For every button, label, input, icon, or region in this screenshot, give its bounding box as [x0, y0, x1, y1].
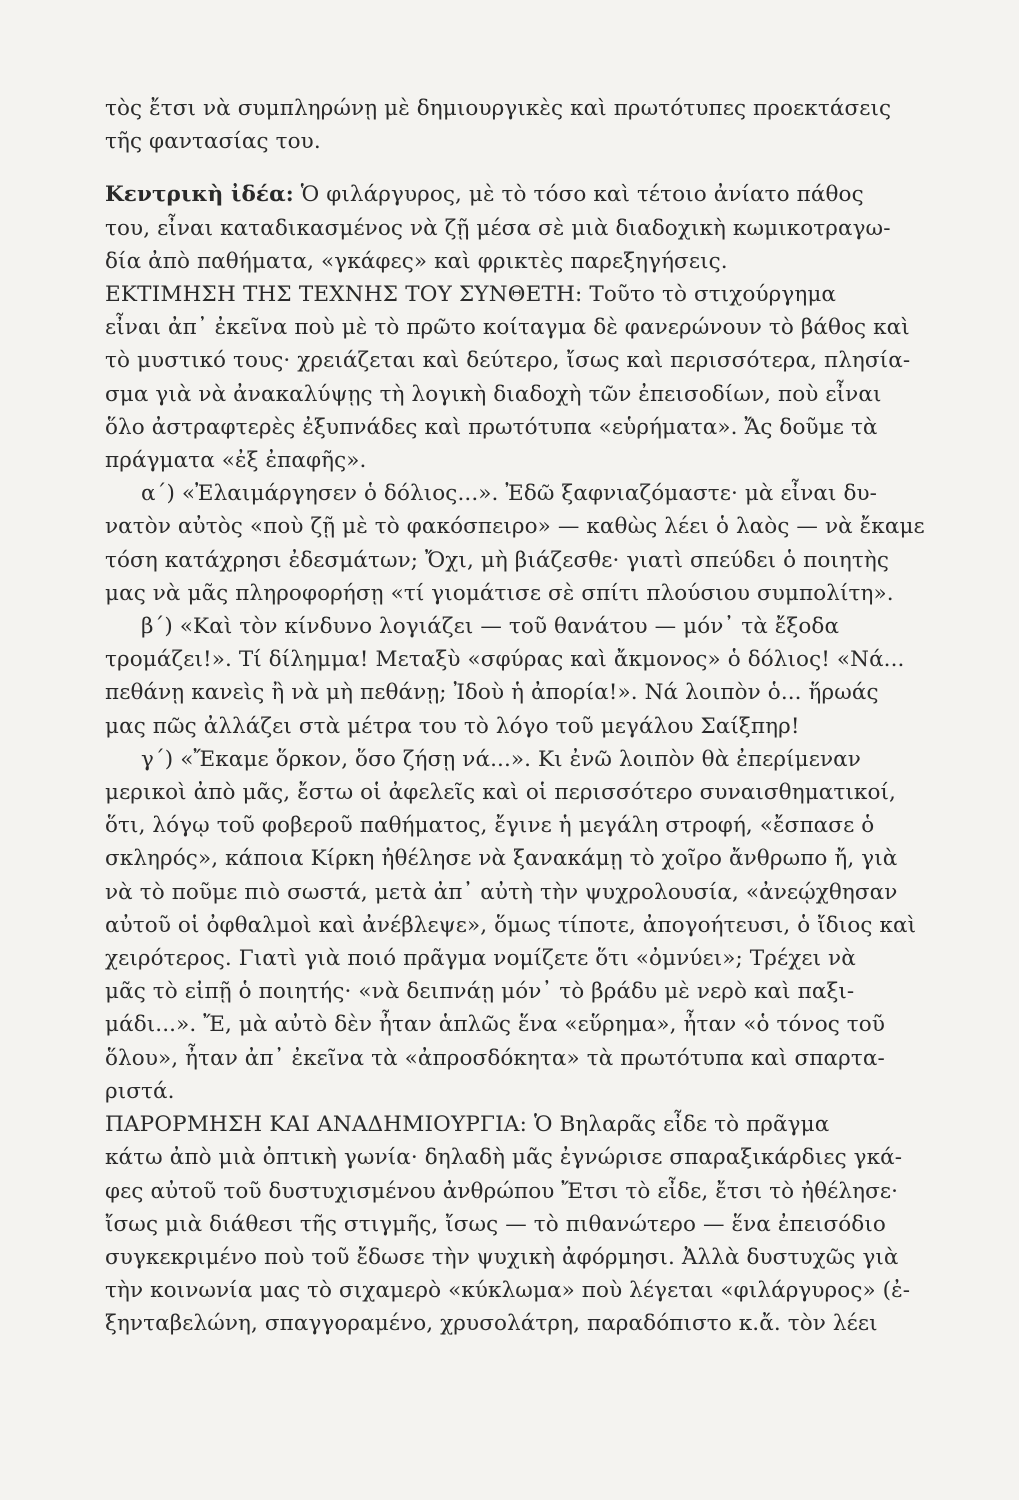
text-line: χειρότερος. Γιατὶ γιὰ ποιό πρᾶγμα νομίζετε ὅτι «ὀμνύει»; Τρέχει νὰ: [105, 946, 856, 972]
text-line: τὸ μυστικό τους· χρειάζεται καὶ δεύτερο, ἴσως καὶ περισσότερα, πλησία-: [105, 348, 911, 374]
text-line: εἶναι ἀπ᾽ ἐκεῖνα ποὺ μὲ τὸ πρῶτο κοίταγμα δὲ φανερώνουν τὸ βάθος καὶ: [105, 315, 910, 341]
text-line: β΄) «Καὶ τὸν κίνδυνο λογιάζει — τοῦ θανάτου — μόν᾽ τὰ ἔξοδα: [141, 614, 840, 640]
text-line: μερικοὶ ἀπὸ μᾶς, ἔστω οἱ ἀφελεῖς καὶ οἱ περισσότερο συναισθηματικοί,: [105, 780, 896, 806]
text-line: κάτω ἀπὸ μιὰ ὀπτικὴ γωνία· δηλαδὴ μᾶς ἐγνώρισε σπαραξικάρδιες γκά-: [105, 1145, 903, 1171]
text-line: τόση κατάχρησι ἐδεσμάτων; Ὄχι, μὴ βιάζεσθε· γιατὶ σπεύδει ὁ ποιητὴς: [105, 547, 890, 573]
text-line: γ΄) «Ἔκαμε ὅρκον, ὅσο ζήσῃ νά...». Κι ἐνῶ λοιπὸν θὰ ἐπερίμεναν: [141, 746, 861, 772]
text-line: μας νὰ μᾶς πληροφορήσῃ «τί γιομάτισε σὲ σπίτι πλούσιου συμπολίτη».: [105, 580, 894, 606]
text-line: ὅτι, λόγῳ τοῦ φοβεροῦ παθήματος, ἔγινε ἡ μεγάλη στροφή, «ἔσπασε ὁ: [105, 813, 875, 839]
central-idea-section: [105, 178, 901, 278]
text-line: ριστά.: [105, 1078, 175, 1104]
point-c-paragraph: [105, 743, 917, 1108]
text-line: σκληρός», κάποια Κίρκη ἠθέλησε νὰ ξανακάμῃ τὸ χοῖρο ἄνθρωπο ἤ, γιὰ: [105, 846, 898, 872]
inspiration-section: [105, 1108, 911, 1340]
central-idea-label: Κεντρικὴ ἰδέα:: [105, 182, 294, 208]
text-line: μας πῶς ἀλλάζει στὰ μέτρα του τὸ λόγο τοῦ μεγάλου Σαίξπηρ!: [105, 713, 800, 739]
text-line: συγκεκριμένο ποὺ τοῦ ἔδωσε τὴν ψυχικὴ ἀφόρμησι. Ἀλλὰ δυστυχῶς γιὰ: [105, 1244, 899, 1270]
text-line: νατὸν αὐτὸς «ποὺ ζῇ μὲ τὸ φακόσπειρο» — καθὼς λέει ὁ λαὸς — νὰ ἔκαμε: [105, 514, 925, 540]
text-line: νὰ τὸ ποῦμε πιὸ σωστά, μετὰ ἀπ᾽ αὐτὴ τὴν ψυχρολουσία, «ἀνεῴχθησαν: [105, 879, 898, 905]
text-line: ὅλο ἀστραφτερὲς ἐξυπνάδες καὶ πρωτότυπα «εὑρήματα». Ἄς δοῦμε τὰ: [105, 414, 878, 440]
text-line: δία ἀπὸ παθήματα, «γκάφες» καὶ φρικτὲς παρεξηγήσεις.: [105, 248, 728, 274]
text-line: μάδι...». Ἔ, μὰ αὐτὸ δὲν ἦταν ἁπλῶς ἕνα «εὕρημα», ἦταν «ὁ τόνος τοῦ: [105, 1012, 886, 1038]
inspiration-heading: ΠΑΡΟΡΜΗΣΗ ΚΑΙ ΑΝΑΔΗΜΙΟΥΡΓΙΑ:: [105, 1112, 528, 1138]
point-b-paragraph: [105, 610, 905, 743]
text-line: Τοῦτο τὸ στιχούργημα: [589, 282, 837, 308]
evaluation-heading: ΕΚΤΙΜΗΣΗ ΤΗΣ ΤΕΧΝΗΣ ΤΟΥ ΣΥΝΘΕΤΗ:: [105, 282, 583, 308]
point-a-paragraph: [105, 477, 925, 610]
text-line: του, εἶναι καταδικασμένος νὰ ζῇ μέσα σὲ μιὰ διαδοχικὴ κωμικοτραγω-: [105, 215, 891, 241]
text-line: αὐτοῦ οἱ ὀφθαλμοὶ καὶ ἀνέβλεψε», ὅμως τίποτε, ἀπογοήτευσι, ὁ ἴδιος καὶ: [105, 912, 917, 938]
intro-paragraph: [105, 92, 901, 158]
text-line: ὅλου», ἦταν ἀπ᾽ ἐκεῖνα τὰ «ἀπροσδόκητα» τὰ πρωτότυπα καὶ σπαρτα-: [105, 1045, 885, 1071]
text-line: τῆς φαντασίας του.: [105, 129, 321, 155]
evaluation-section: [105, 278, 911, 477]
text-line: Ὁ φιλάργυρος, μὲ τὸ τόσο καὶ τέτοιο ἀνίατο πάθος: [300, 182, 864, 208]
text-line: μᾶς τὸ εἰπῇ ὁ ποιητής· «νὰ δειπνάῃ μόν᾽ τὸ βράδυ μὲ νερὸ καὶ παξι-: [105, 979, 855, 1005]
text-line: φες αὐτοῦ τοῦ δυστυχισμένου ἀνθρώπου Ἔτσι τὸ εἶδε, ἔτσι τὸ ἠθέλησε·: [105, 1178, 899, 1204]
text-line: πράγματα «ἐξ ἐπαφῆς».: [105, 448, 367, 474]
text-line: τρομάζει!». Τί δίλημμα! Μεταξὺ «σφύρας καὶ ἄκμονος» ὁ δόλιος! «Νά...: [105, 647, 905, 673]
text-line: σμα γιὰ νὰ ἀνακαλύψῃς τὴ λογικὴ διαδοχὴ τῶν ἐπεισοδίων, ποὺ εἶναι: [105, 381, 882, 407]
text-line: πεθάνῃ κανεὶς ἢ νὰ μὴ πεθάνῃ; Ἰδοὺ ἡ ἀπορία!». Νά λοιπὸν ὁ... ἥρωάς: [105, 680, 879, 706]
text-line: Ὁ Βηλαρᾶς εἶδε τὸ πρᾶγμα: [533, 1112, 830, 1138]
text-line: τὴν κοινωνία μας τὸ σιχαμερὸ «κύκλωμα» ποὺ λέγεται «φιλάργυρος» (ἐ-: [105, 1278, 911, 1304]
text-line: ἴσως μιὰ διάθεσι τῆς στιγμῆς, ἴσως — τὸ πιθανώτερο — ἕνα ἐπεισόδιο: [105, 1211, 886, 1237]
text-line: α΄) «Ἐλαιμάργησεν ὁ δόλιος...». Ἐδῶ ξαφνιαζόμαστε· μὰ εἶναι δυ-: [141, 481, 878, 507]
text-line: ξηνταβελώνη, σπαγγοραμένο, χρυσολάτρη, παραδόπιστο κ.ἄ. τὸν λέει: [105, 1311, 878, 1337]
text-line: τὸς ἔτσι νὰ συμπληρώνῃ μὲ δημιουργικὲς καὶ πρωτότυπες προεκτάσεις: [105, 96, 892, 121]
